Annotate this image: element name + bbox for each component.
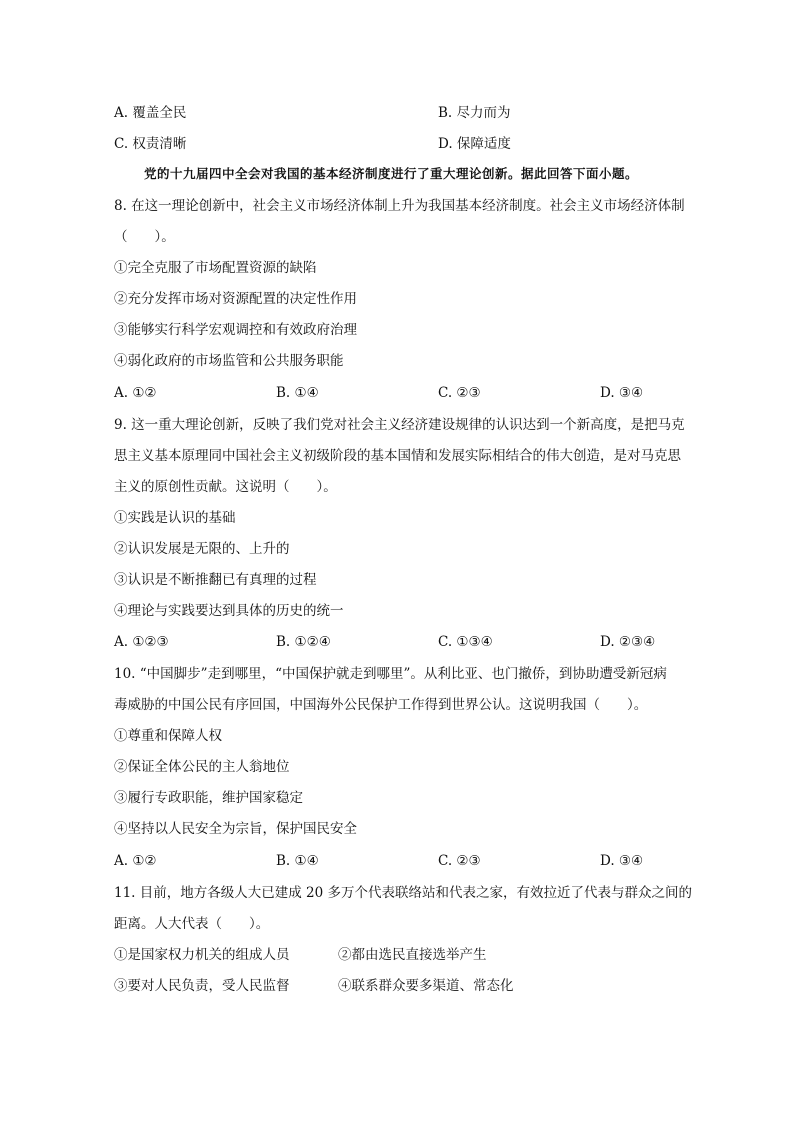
q8-option-b: B. ①④ [276,385,319,401]
q7-option-d: D. 保障适度 [438,136,511,152]
q9-item-2: ②认识发展是无限的、上升的 [114,541,290,557]
q8-item-4: ④弱化政府的市场监管和公共服务职能 [114,353,344,369]
q10-option-a: A. ①② [114,853,157,869]
q10-option-d: D. ③④ [600,853,644,869]
q10-item-2: ②保证全体公民的主人翁地位 [114,759,290,775]
q8-option-a: A. ①② [114,385,157,401]
q9-option-d: D. ②③④ [600,634,656,650]
q10-option-c: C. ②③ [438,853,481,869]
q9-option-a: A. ①②③ [114,634,169,650]
q10-stem-line-2: 毒威胁的中国公民有序回国，中国海外公民保护工作得到世界公认。这说明我国（ ）。 [114,697,648,713]
q7-option-b: B. 尽力而为 [438,105,511,121]
q8-stem-line-1: 8. 在这一理论创新中，社会主义市场经济体制上升为我国基本经济制度。社会主义市场经济体制 [114,198,685,214]
q9-item-3: ③认识是不断推翻已有真理的过程 [114,572,317,588]
q9-option-c: C. ①③④ [438,634,493,650]
q11-item-4: ④联系群众要多渠道、常态化 [338,978,514,994]
q8-option-c: C. ②③ [438,385,481,401]
q9-option-b: B. ①②④ [276,634,331,650]
section-intro: 党的十九届四中全会对我国的基本经济制度进行了重大理论创新。据此回答下面小题。 [144,166,639,181]
q8-option-d: D. ③④ [600,385,644,401]
q9-item-4: ④理论与实践要达到具体的历史的统一 [114,603,344,619]
q11-item-3: ③要对人民负责，受人民监督 [114,978,290,994]
q10-item-1: ①尊重和保障人权 [114,728,222,744]
q11-item-2: ②都由选民直接选举产生 [338,947,487,963]
q7-option-a: A. 覆盖全民 [114,105,187,121]
q8-item-1: ①完全克服了市场配置资源的缺陷 [114,260,317,276]
q10-item-4: ④坚持以人民安全为宗旨，保护国民安全 [114,821,357,837]
q10-stem-line-1: 10. “中国脚步”走到哪里，“中国保护就走到哪里”。从利比亚、也门撤侨，到协助遭受新冠病 [114,666,667,682]
q7-option-c: C. 权责清晰 [114,136,187,152]
q9-stem-line-1: 9. 这一重大理论创新，反映了我们党对社会主义经济建设规律的认识达到一个新高度，是把马克 [114,417,685,433]
q8-stem-line-2: （ ）。 [114,229,175,245]
q10-item-3: ③履行专政职能，维护国家稳定 [114,790,303,806]
q11-stem-line-1: 11. 目前，地方各级人大已建成 20 多万个代表联络站和代表之家，有效拉近了代表与群众之间的 [114,885,693,901]
q9-stem-line-2: 思主义基本原理同中国社会主义初级阶段的基本国情和发展实际相结合的伟大创造，是对马克思 [114,448,681,464]
q8-item-2: ②充分发挥市场对资源配置的决定性作用 [114,291,357,307]
q10-option-b: B. ①④ [276,853,319,869]
q11-stem-line-2: 距离。人大代表（ ）。 [114,916,270,932]
q11-item-1: ①是国家权力机关的组成人员 [114,947,290,963]
q9-stem-line-3: 主义的原创性贡献。这说明（ ）。 [114,479,337,495]
q9-item-1: ①实践是认识的基础 [114,510,236,526]
q8-item-3: ③能够实行科学宏观调控和有效政府治理 [114,322,357,338]
